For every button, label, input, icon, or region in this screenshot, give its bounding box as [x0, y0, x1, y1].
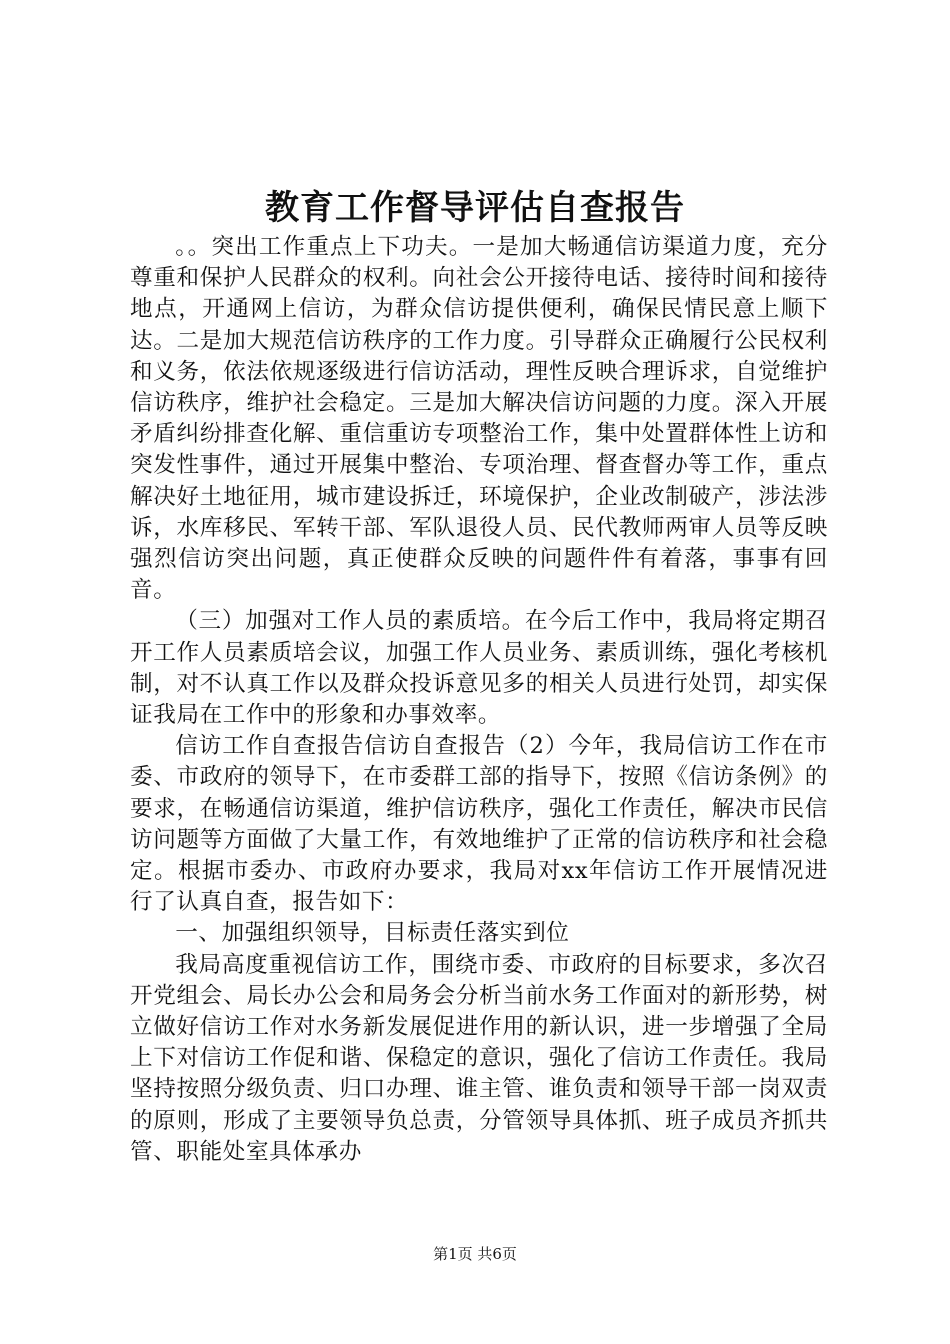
- paragraph: （三）加强对工作人员的素质培。在今后工作中，我局将定期召开工作人员素质培会议，加强工作人员业务、素质训练，强化考核机制，对不认真工作以及群众投诉意见多的相关人员进行处罚，却实保证我局在工作中的形象和办事效率。: [130, 608, 828, 729]
- paragraph: 我局高度重视信访工作，围绕市委、市政府的目标要求，多次召开党组会、局长办公会和局务会分析当前水务工作面对的新形势，树立做好信访工作对水务新发展促进作用的新认识，进一步增强了全局上下对信访工作促和谐、保稳定的意识，强化了信访工作责任。我局坚持按照分级负责、归口办理、谁主管、谁负责和领导干部一岗双责的原则，形成了主要领导负总责，分管领导具体抓、班子成员齐抓共管、职能处室具体承办: [130, 951, 828, 1165]
- document-body: [130, 232, 828, 1168]
- document-title: 教育工作督导评估自查报告: [265, 188, 685, 228]
- page-footer: 第1页 共6页: [433, 1245, 517, 1263]
- section-heading: 一、加强组织领导，目标责任落实到位: [175, 920, 570, 947]
- paragraph: 。。突出工作重点上下功夫。一是加大畅通信访渠道力度，充分尊重和保护人民群众的权利。向社会公开接待电话、接待时间和接待地点，开通网上信访，为群众信访提供便利，确保民情民意上顺下达。二是加大规范信访秩序的工作力度。引导群众正确履行公民权利和义务，依法依规逐级进行信访活动，理性反映合理诉求，自觉维护信访秩序，维护社会稳定。三是加大解决信访问题的力度。深入开展矛盾纠纷排查化解、重信重访专项整治工作，集中处置群体性上访和突发性事件，通过开展集中整治、专项治理、督查督办等工作，重点解决好土地征用，城市建设拆迁，环境保护，企业改制破产，涉法涉诉，水库移民、军转干部、军队退役人员、民代教师两审人员等反映强烈信访突出问题，真正使群众反映的问题件件有着落，事事有回音。: [130, 234, 828, 604]
- paragraph: 信访工作自查报告信访自查报告（2）今年，我局信访工作在市委、市政府的领导下，在市委群工部的指导下，按照《信访条例》的要求，在畅通信访渠道，维护信访秩序，强化工作责任，解决市民信访问题等方面做了大量工作，有效地维护了正常的信访秩序和社会稳定。根据市委办、市政府办要求，我局对xx年信访工作开展情况进行了认真自查，报告如下：: [130, 733, 828, 916]
